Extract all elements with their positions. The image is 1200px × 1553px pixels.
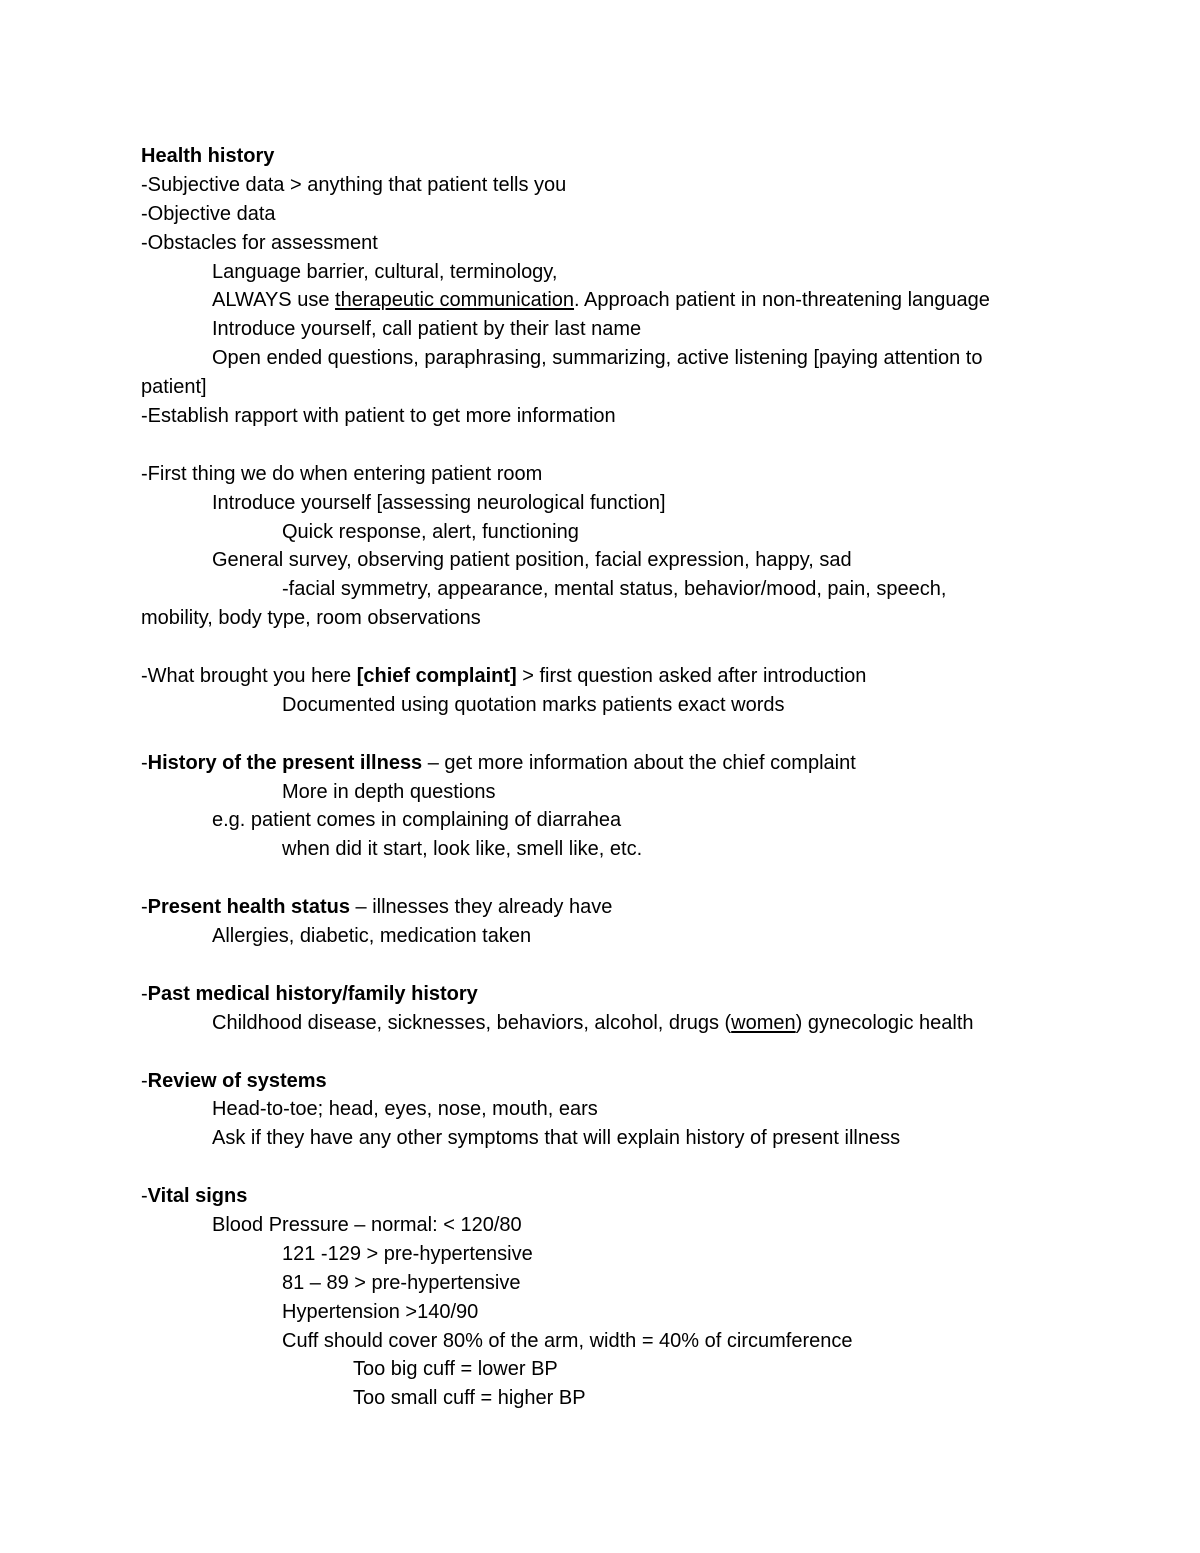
always-prefix: ALWAYS use	[212, 289, 336, 312]
past-medical-heading	[141, 980, 1071, 1009]
present-illness-bold: History of the present illness	[147, 751, 423, 774]
spacer	[141, 864, 1071, 893]
first-thing-line: -First thing we do when entering patient room	[141, 462, 543, 485]
ask-symptoms-line: Ask if they have any other symptoms that will explain history of present illness	[212, 1127, 901, 1150]
present-illness-heading	[141, 749, 1071, 778]
page-title: Health history	[141, 145, 275, 167]
spacer	[141, 1153, 1071, 1182]
pre-hypertensive-systolic-line: 121 -129 > pre-hypertensive	[282, 1242, 533, 1265]
childhood-suffix: ) gynecologic health	[795, 1011, 974, 1034]
therapeutic-communication-underlined: therapeutic communication	[335, 289, 575, 312]
cuff-line: Cuff should cover 80% of the arm, width = 40% of circumference	[282, 1329, 853, 1352]
review-systems-heading	[141, 1067, 1071, 1096]
head-to-toe-line: Head-to-toe; head, eyes, nose, mouth, ears	[212, 1098, 598, 1121]
present-health-bold: Present health status	[147, 896, 350, 919]
big-cuff-line: Too big cuff = lower BP	[353, 1358, 558, 1381]
general-survey-line: General survey, observing patient position, facial expression, happy, sad	[212, 549, 852, 572]
therapeutic-communication-line	[141, 286, 1071, 315]
childhood-prefix: Childhood disease, sicknesses, behaviors, alcohol, drugs (	[212, 1011, 732, 1034]
introduce-neuro-line: Introduce yourself [assessing neurological function]	[212, 491, 666, 514]
women-underlined: women	[731, 1011, 796, 1034]
example-line: e.g. patient comes in complaining of diarrahea	[212, 809, 622, 832]
past-medical-bold: Past medical history/family history	[147, 982, 478, 1005]
introduce-line: Introduce yourself, call patient by their last name	[212, 318, 642, 341]
rapport-line: -Establish rapport with patient to get more information	[141, 405, 616, 428]
dash: -	[141, 896, 148, 919]
spacer	[141, 633, 1071, 662]
objective-data-line: -Objective data	[141, 202, 276, 225]
when-start-line: when did it start, look like, smell like, etc.	[282, 838, 643, 861]
chief-complaint-prefix: -What brought you here	[141, 665, 357, 688]
subjective-data-line: -Subjective data > anything that patient tells you	[141, 173, 567, 196]
vital-signs-heading	[141, 1182, 1071, 1211]
hypertension-line: Hypertension >140/90	[282, 1300, 479, 1323]
open-ended-continuation: patient]	[141, 376, 207, 399]
dash: -	[141, 1069, 148, 1092]
dash: -	[141, 751, 148, 774]
childhood-line	[141, 1009, 1071, 1038]
review-systems-bold: Review of systems	[147, 1069, 327, 1092]
spacer	[141, 720, 1071, 749]
present-illness-suffix: – get more information about the chief complaint	[422, 751, 856, 774]
facial-symmetry-continuation: mobility, body type, room observations	[141, 607, 481, 630]
open-ended-line: Open ended questions, paraphrasing, summarizing, active listening [paying attention to	[212, 347, 983, 370]
always-suffix: . Approach patient in non-threatening language	[574, 289, 990, 312]
barriers-line: Language barrier, cultural, terminology,	[212, 260, 558, 283]
dash: -	[141, 982, 148, 1005]
quick-response-line: Quick response, alert, functioning	[282, 520, 579, 543]
pre-hypertensive-diastolic-line: 81 – 89 > pre-hypertensive	[282, 1271, 521, 1294]
obstacles-line: -Obstacles for assessment	[141, 231, 378, 254]
facial-symmetry-line: -facial symmetry, appearance, mental status, behavior/mood, pain, speech,	[282, 578, 947, 601]
small-cuff-line: Too small cuff = higher BP	[353, 1387, 586, 1410]
present-health-heading	[141, 893, 1071, 922]
chief-complaint-line	[141, 662, 1071, 691]
blood-pressure-line: Blood Pressure – normal: < 120/80	[212, 1213, 522, 1236]
present-health-suffix: – illnesses they already have	[349, 896, 613, 919]
document-page	[141, 142, 1071, 1413]
in-depth-line: More in depth questions	[282, 780, 496, 803]
allergies-line: Allergies, diabetic, medication taken	[212, 925, 532, 948]
spacer	[141, 431, 1071, 460]
chief-complaint-suffix: > first question asked after introduction	[516, 665, 867, 688]
spacer	[141, 1038, 1071, 1067]
vital-signs-bold: Vital signs	[147, 1185, 248, 1208]
documented-line: Documented using quotation marks patients exact words	[282, 693, 785, 716]
chief-complaint-bold: [chief complaint]	[356, 665, 517, 688]
dash: -	[141, 1185, 148, 1208]
spacer	[141, 951, 1071, 980]
